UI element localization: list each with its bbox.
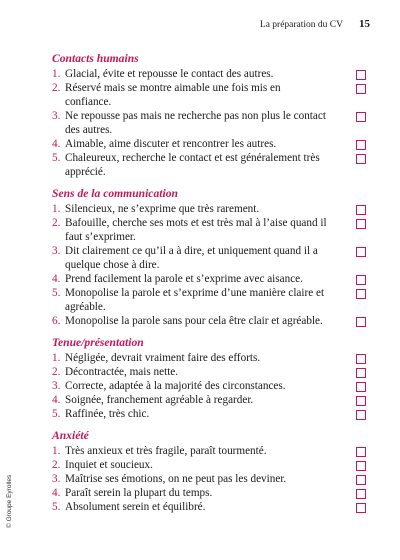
item-text: Maîtrise ses émotions, on ne peut pas les deviner. <box>65 473 287 485</box>
list-item <box>52 379 360 393</box>
list-item <box>52 407 360 421</box>
item-text: Chaleureux, recherche le contact et est généralement très apprécié. <box>65 152 320 178</box>
item-text: Soignée, franchement agréable à regarder. <box>65 394 254 406</box>
checkbox[interactable] <box>356 382 366 392</box>
list-item <box>52 365 360 379</box>
section-title: Contacts humains <box>52 52 139 65</box>
item-text: Glacial, évite et repousse le contact des autres. <box>65 68 274 80</box>
item-text: Négligée, devrait vraiment faire des efforts. <box>65 352 261 364</box>
checkbox[interactable] <box>356 354 366 364</box>
list-item <box>52 444 360 458</box>
checkbox[interactable] <box>356 112 366 122</box>
list-item <box>52 244 360 272</box>
checkbox[interactable] <box>356 205 366 215</box>
checkbox[interactable] <box>356 247 366 257</box>
list-item <box>52 272 360 286</box>
list-item <box>52 393 360 407</box>
item-text: Correcte, adaptée à la majorité des circonstances. <box>65 380 286 392</box>
page-header <box>260 18 370 30</box>
item-number: 1. <box>52 203 61 215</box>
questionnaire <box>52 51 360 521</box>
checkbox[interactable] <box>356 447 366 457</box>
item-text: Très anxieux et très fragile, paraît tourmenté. <box>65 445 267 457</box>
item-text: Paraît serein la plupart du temps. <box>65 487 213 499</box>
checkbox[interactable] <box>356 503 366 513</box>
list-item <box>52 202 360 216</box>
item-text: Absolument serein et équilibré. <box>65 501 206 513</box>
list-item <box>52 351 360 365</box>
checkbox[interactable] <box>356 410 366 420</box>
section-title: Anxiété <box>52 429 89 442</box>
list-item <box>52 458 360 472</box>
item-text: Aimable, aime discuter et rencontrer les autres. <box>65 138 277 150</box>
item-number: 5. <box>52 152 61 164</box>
item-number: 3. <box>52 380 61 392</box>
checkbox[interactable] <box>356 368 366 378</box>
list-item <box>52 137 360 151</box>
item-number: 5. <box>52 501 61 513</box>
checkbox[interactable] <box>356 489 366 499</box>
item-number: 5. <box>52 408 61 420</box>
page-number: 15 <box>359 18 370 30</box>
checkbox[interactable] <box>356 154 366 164</box>
section-title: Sens de la communication <box>52 187 178 200</box>
section <box>52 335 360 421</box>
item-text: Raffinée, très chic. <box>65 408 150 420</box>
item-number: 2. <box>52 366 61 378</box>
item-text: Monopolise la parole et s’exprime d’une manière claire et agréable. <box>65 287 325 313</box>
list-item <box>52 67 360 81</box>
item-number: 1. <box>52 445 61 457</box>
item-text: Prend facilement la parole et s’exprime avec aisance. <box>65 273 303 285</box>
item-text: Inquiet et soucieux. <box>65 459 153 471</box>
checkbox[interactable] <box>356 461 366 471</box>
item-number: 4. <box>52 138 61 150</box>
item-text: Monopolise la parole sans pour cela être clair et agréable. <box>65 315 323 327</box>
section <box>52 428 360 514</box>
list-item <box>52 500 360 514</box>
checkbox[interactable] <box>356 275 366 285</box>
checkbox[interactable] <box>356 289 366 299</box>
item-number: 2. <box>52 217 61 229</box>
item-number: 5. <box>52 287 61 299</box>
item-number: 4. <box>52 487 61 499</box>
item-number: 3. <box>52 245 61 257</box>
item-text: Dit clairement ce qu’il a à dire, et uniquement quand il a quelque chose à dire. <box>65 245 318 271</box>
checkbox[interactable] <box>356 317 366 327</box>
copyright-credit: © Groupe Eyrolles <box>6 474 13 528</box>
checkbox[interactable] <box>356 475 366 485</box>
item-text: Ne repousse pas mais ne recherche pas non plus le contact des autres. <box>65 110 326 136</box>
item-number: 6. <box>52 315 61 327</box>
item-text: Réservé mais se montre aimable une fois mis en confiance. <box>65 82 281 108</box>
item-number: 2. <box>52 82 61 94</box>
list-item <box>52 472 360 486</box>
list-item <box>52 216 360 244</box>
list-item <box>52 286 360 314</box>
running-title: La préparation du CV <box>259 20 343 30</box>
item-number: 4. <box>52 273 61 285</box>
section <box>52 186 360 328</box>
list-item <box>52 151 360 179</box>
item-number: 2. <box>52 459 61 471</box>
checkbox[interactable] <box>356 219 366 229</box>
checkbox[interactable] <box>356 70 366 80</box>
item-number: 4. <box>52 394 61 406</box>
item-number: 3. <box>52 110 61 122</box>
list-item <box>52 81 360 109</box>
list-item <box>52 486 360 500</box>
item-text: Décontractée, mais nette. <box>65 366 179 378</box>
item-number: 1. <box>52 68 61 80</box>
list-item <box>52 314 360 328</box>
item-number: 3. <box>52 473 61 485</box>
section-title: Tenue/présentation <box>52 336 144 349</box>
checkbox[interactable] <box>356 140 366 150</box>
section <box>52 51 360 179</box>
item-number: 1. <box>52 352 61 364</box>
list-item <box>52 109 360 137</box>
item-text: Silencieux, ne s’exprime que très rarement. <box>65 203 260 215</box>
checkbox[interactable] <box>356 84 366 94</box>
item-text: Bafouille, cherche ses mots et est très mal à l’aise quand il faut s’exprimer. <box>65 217 327 243</box>
checkbox[interactable] <box>356 396 366 406</box>
